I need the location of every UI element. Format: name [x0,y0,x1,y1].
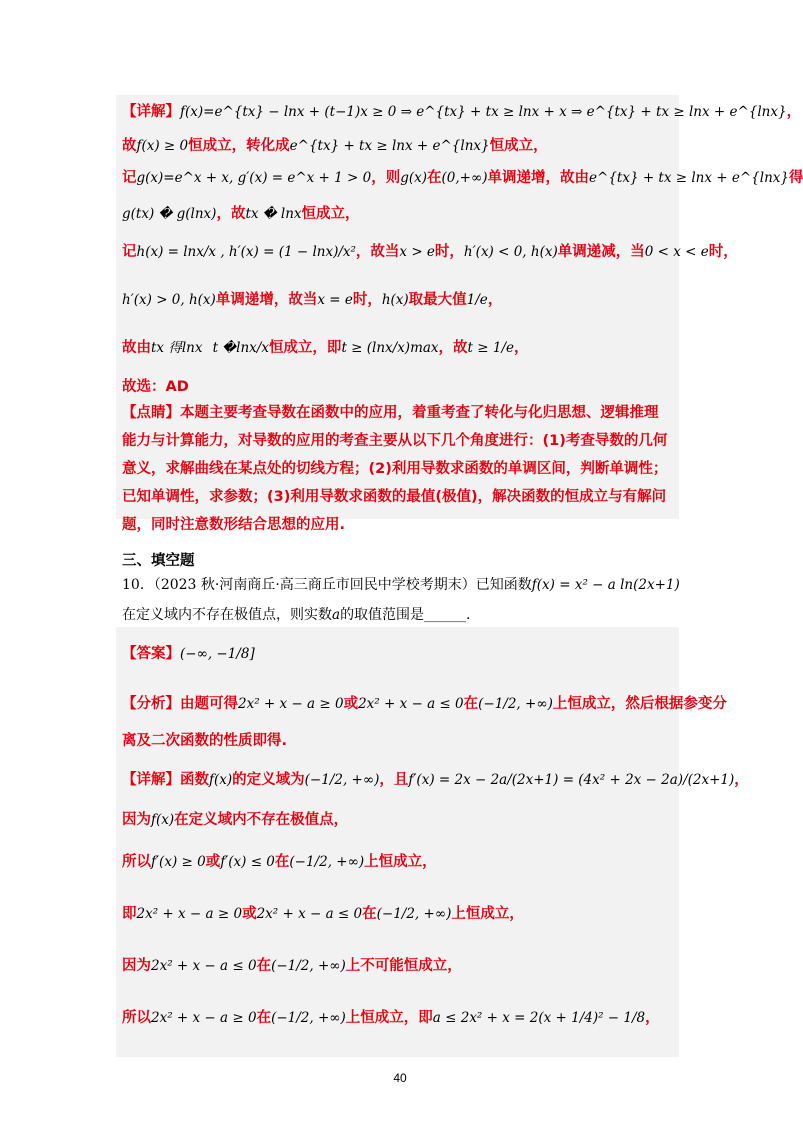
math-expr: f(x)=e^{tx} − lnx + (t−1)x ≥ 0 ⇒ e^{tx} + tx ≥ lnx + x ⇒ e^{tx} + tx ≥ lnx + e^{lnx} [180,104,787,120]
math-expr: e^{tx} + tx ≥ lnx + e^{lnx} [589,170,789,186]
math-expr: (−∞, −1/8] [180,646,255,662]
math-expr: h′(x) > 0, h(x) [122,292,216,308]
math-expr: lnx/x [236,340,269,356]
math-expr: 2x² + x − a ≤ 0 [151,958,257,974]
math-expr: 0 < x < e [644,244,709,260]
math-expr: 2x² + x − a ≥ 0 [238,696,344,712]
math-expr: tx � lnx [245,206,302,222]
math-expr: f′(x) = 2x − 2a/(2x+1) = (4x² + 2x − 2a)/(2x+1) [408,772,735,788]
math-expr: f(x) [151,812,175,828]
math-expr: e^{tx} + tx ≥ lnx + e^{lnx} [289,138,490,154]
detail2-line-1: 【详解】函数f(x)的定义域为(−1/2, +∞)，且f′(x) = 2x − 2a/(2x+1) = (4x² + 2x − 2a)/(2x+1)， [122,772,749,788]
math-expr: (−1/2, +∞) [271,1010,346,1026]
analysis-line-2: 离及二次函数的性质即得. [122,733,288,749]
answer-label: 【答案】 [122,646,180,662]
math-expr: (−1/2, +∞) [304,772,380,788]
detail-line-2: 故f(x) ≥ 0恒成立，转化成e^{tx} + tx ≥ lnx + e^{lnx}恒成立， [122,138,548,154]
page-number: 40 [393,1071,407,1085]
answer-line [122,642,255,663]
math-expr: 2x² + x − a ≤ 0 [358,696,464,712]
math-expr: 1/e [466,292,488,308]
math-expr: h(x) = lnx/x , h′(x) = (1 − lnx)/x² [136,244,356,260]
math-expr: f(x) ≥ 0 [136,138,189,154]
math-expr: (0,+∞) [441,170,488,186]
comment-paragraph: 【点睛】本题主要考查导数在函数中的应用，着重考查了转化与化归思想、逻辑推理能力与计算能力，对导数的应用的考查主要从以下几个角度进行：(1)考查导数的几何意义，求解曲线在某点处的切线方程；(2)利用导数求函数的单调区间，判断单调性；已知单调性，求参数；(3)利用导数求函数的最值(极值)，解决函数的恒成立与有解问题，同时注意数形结合思想的应用. [122,405,668,533]
math-expr: g(x) [400,170,428,186]
detail-line-7: 故由tx 得lnx t �lnx/x恒成立，即t ≥ (lnx/x)max，故t ≥ 1/e， [122,340,529,356]
math-expr: f(x) = x² − a ln(2x+1) [531,577,680,593]
detail-line-1: 【详解】f(x)=e^{tx} − lnx + (t−1)x ≥ 0 ⇒ e^{tx} + tx ≥ lnx + x ⇒ e^{tx} + tx ≥ lnx + e^{lnx}， [122,104,802,120]
detail-line-5: 记h(x) = lnx/x , h′(x) = (1 − lnx)/x²，故当x > e时，h′(x) < 0, h(x)单调递减，当0 < x < e时， [122,244,738,260]
math-expr: f′(x) ≤ 0 [220,854,275,870]
detail2-line-4: 即2x² + x − a ≥ 0或2x² + x − a ≤ 0在(−1/2, +∞)上恒成立， [122,906,524,922]
math-expr: (−1/2, +∞) [271,958,346,974]
detail-line-6: h′(x) > 0, h(x)单调递增，故当x = e时，h(x)取最大值1/e， [122,292,503,308]
math-expr: a [332,607,341,623]
detail2-line-5: 因为2x² + x − a ≤ 0在(−1/2, +∞)上不可能恒成立， [122,958,462,974]
choice-line: 故选：AD [122,379,189,395]
math-expr: (−1/2, +∞) [478,696,553,712]
detail2-line-3: 所以f′(x) ≥ 0或f′(x) ≤ 0在(−1/2, +∞)上恒成立， [122,854,437,870]
math-expr: tx 得lnx [151,340,203,356]
math-expr: 2x² + x − a ≤ 0 [256,906,363,922]
question-line-1: 10．（2023 秋·河南商丘·高三商丘市回民中学校考期末）已知函数f(x) = x² − a ln(2x+1) [122,577,680,593]
analysis-line-1: 【分析】由题可得2x² + x − a ≥ 0或2x² + x − a ≤ 0在(−1/2, +∞)上恒成立，然后根据参变分 [122,696,727,712]
math-expr: 2x² + x − a ≥ 0 [136,906,243,922]
math-expr: g(x)=e^x + x, g′(x) = e^x + 1 > 0 [136,170,372,186]
math-expr: x = e [317,292,353,308]
math-expr: a ≤ 2x² + x = 2(x + 1/4)² − 1/8 [432,1010,646,1026]
detail-line-4: g(tx) � g(lnx)，故tx � lnx恒成立， [122,206,360,222]
math-expr: (−1/2, +∞) [289,854,365,870]
section-heading: 三、填空题 [122,553,195,569]
detail-line-3: 记g(x)=e^x + x, g′(x) = e^x + 1 > 0，则g(x)在(0,+∞)单调递增，故由e^{tx} + tx ≥ lnx + e^{lnx}得 [122,170,803,186]
detail2-line-2: 因为f(x)在定义域内不存在极值点， [122,812,349,828]
math-expr: f(x) [209,772,233,788]
math-expr: t � [212,340,237,356]
question-line-2: 在定义域内不存在极值点，则实数a的取值范围是______. [122,607,471,623]
math-expr: f′(x) ≥ 0 [151,854,206,870]
math-expr: t ≥ 1/e [467,340,514,356]
math-expr: x > e [399,244,435,260]
detail2-line-6: 所以2x² + x − a ≥ 0在(−1/2, +∞)上恒成立，即a ≤ 2x² + x = 2(x + 1/4)² − 1/8， [122,1010,660,1026]
math-expr: h′(x) < 0, h(x) [463,244,558,260]
math-expr: g(tx) � g(lnx) [122,206,217,222]
math-expr: 2x² + x − a ≥ 0 [151,1010,257,1026]
math-expr: h(x) [381,292,409,308]
detail-label: 【详解】 [122,104,180,120]
math-expr: t ≥ (lnx/x)max [341,340,439,356]
math-expr: (−1/2, +∞) [376,906,452,922]
